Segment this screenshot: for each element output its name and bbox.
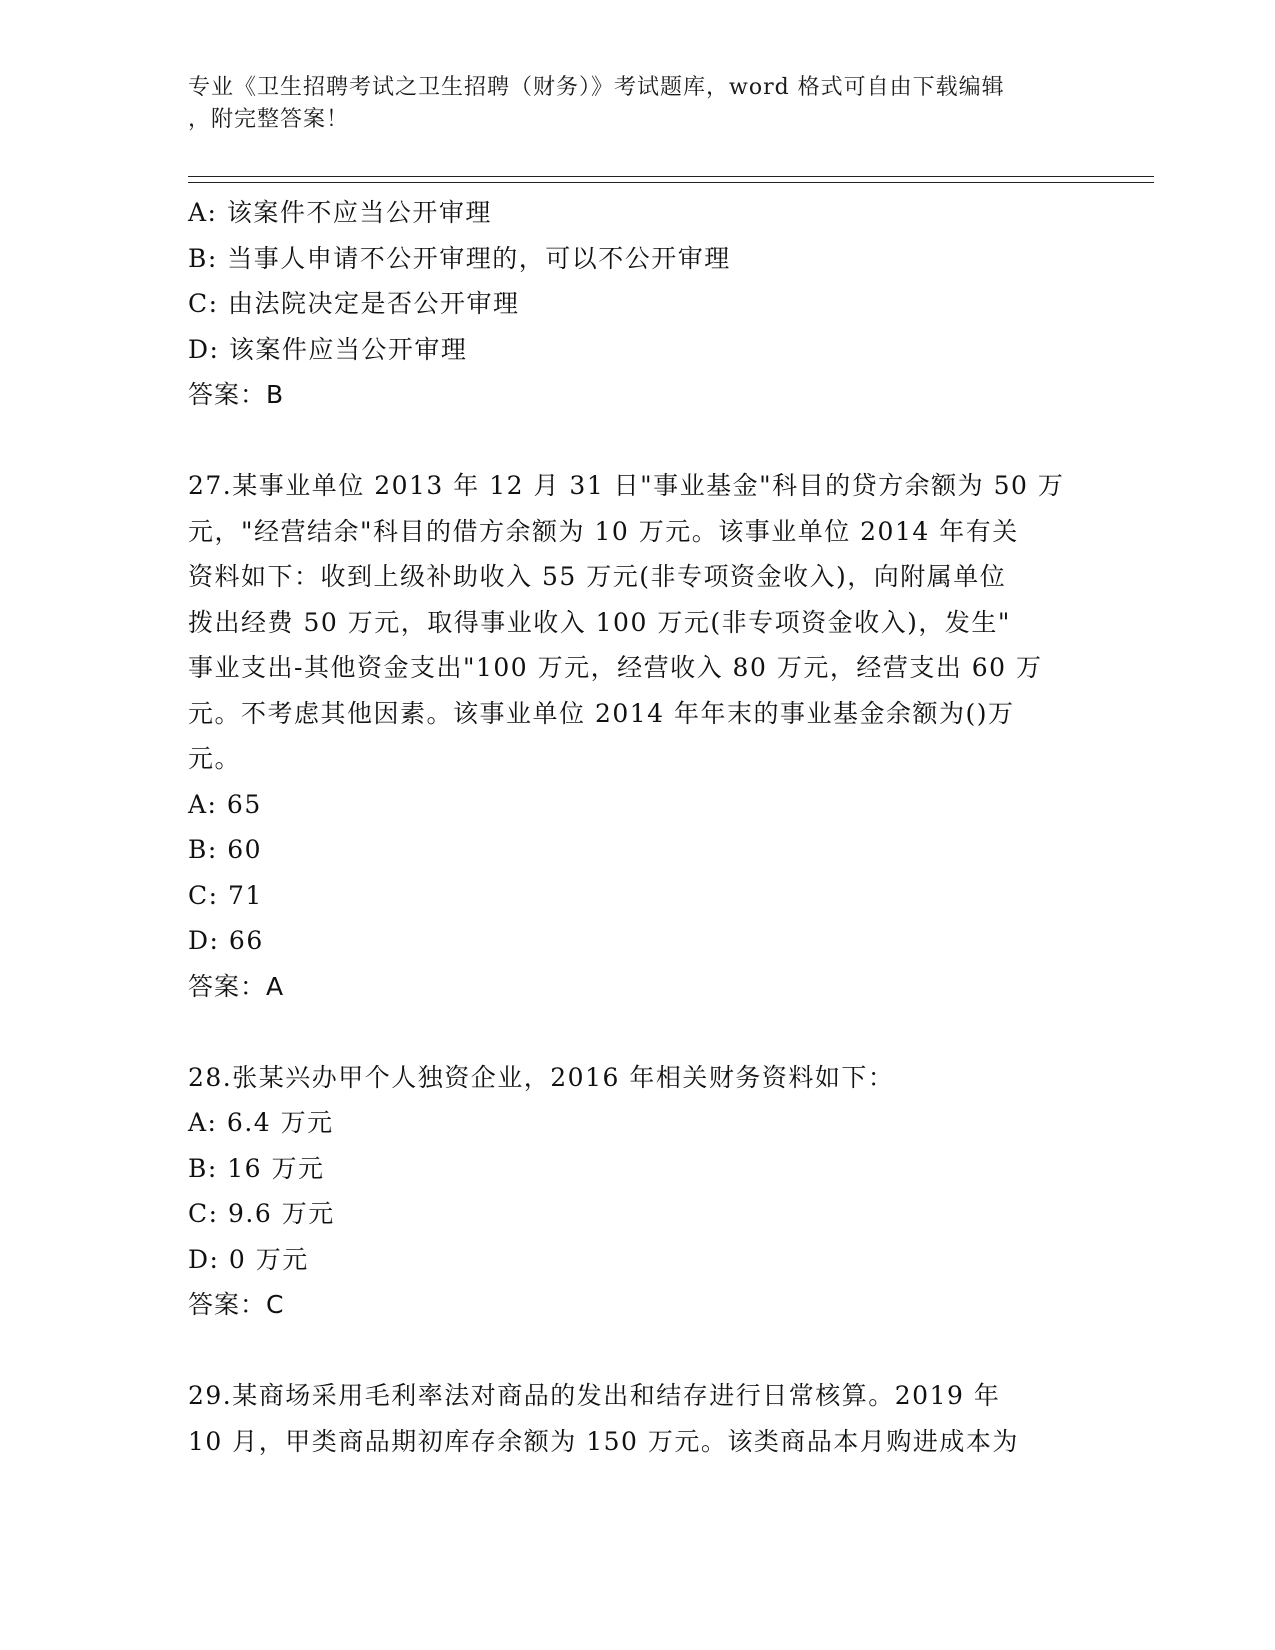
question-stem-line: 29.某商场采用毛利率法对商品的发出和结存进行日常核算。2019 年 (188, 1381, 1001, 1410)
spacer (188, 1328, 1088, 1374)
option-b: B: 当事人申请不公开审理的，可以不公开审理 (188, 243, 731, 273)
option-c: C: 由法院决定是否公开审理 (188, 289, 520, 318)
option-d: D: 0 万元 (188, 1244, 309, 1274)
question-stem-line: 事业支出-其他资金支出"100 万元，经营收入 80 万元，经营支出 60 万 (188, 653, 1043, 682)
option-a: A: 6.4 万元 (188, 1108, 334, 1137)
header-rule-top (188, 176, 1154, 177)
question-stem-line: 28.张某兴办甲个人独资企业，2016 年相关财务资料如下： (188, 1062, 895, 1092)
answer-line: 答案：C (188, 1290, 285, 1319)
header-line-2: ，附完整答案！ (188, 107, 350, 132)
option-b: B: 60 (188, 835, 263, 864)
question-28 (188, 1055, 1088, 1328)
answer-line: 答案：A (188, 971, 285, 1001)
option-d: D: 该案件应当公开审理 (188, 334, 468, 364)
question-27 (188, 463, 1088, 1009)
option-c: C: 9.6 万元 (188, 1199, 335, 1228)
question-stem-line: 资料如下：收到上级补助收入 55 万元(非专项资金收入)，向附属单位 (188, 562, 1007, 591)
spacer (188, 418, 1088, 464)
question-stem-line: 10 月，甲类商品期初库存余额为 150 万元。该类商品本月购进成本为 (188, 1426, 1019, 1456)
option-d: D: 66 (188, 926, 264, 955)
question-stem-line: 元，"经营结余"科目的借方余额为 10 万元。该事业单位 2014 年有关 (188, 516, 1019, 546)
header-rule-bottom (188, 182, 1154, 183)
page-header (188, 72, 1068, 136)
option-b: B: 16 万元 (188, 1153, 325, 1183)
question-stem-line: 27.某事业单位 2013 年 12 月 31 日"事业基金"科目的贷方余额为 50 万 (188, 471, 1065, 500)
question-26 (188, 190, 1088, 418)
question-stem-line: 拨出经费 50 万元，取得事业收入 100 万元(非专项资金收入)，发生" (188, 607, 1011, 637)
question-29 (188, 1373, 1088, 1464)
question-stem-line: 元。不考虑其他因素。该事业单位 2014 年年末的事业基金余额为()万 (188, 698, 1015, 728)
header-line-1: 专业《卫生招聘考试之卫生招聘（财务）》考试题库，word 格式可自由下载编辑 (188, 75, 1005, 100)
option-a: A: 65 (188, 789, 262, 819)
spacer (188, 1009, 1088, 1055)
answer-line: 答案：B (188, 380, 285, 409)
question-content (188, 190, 1088, 1464)
option-a: A: 该案件不应当公开审理 (188, 198, 492, 227)
option-c: C: 71 (188, 880, 263, 910)
question-stem-line: 元。 (188, 744, 242, 773)
